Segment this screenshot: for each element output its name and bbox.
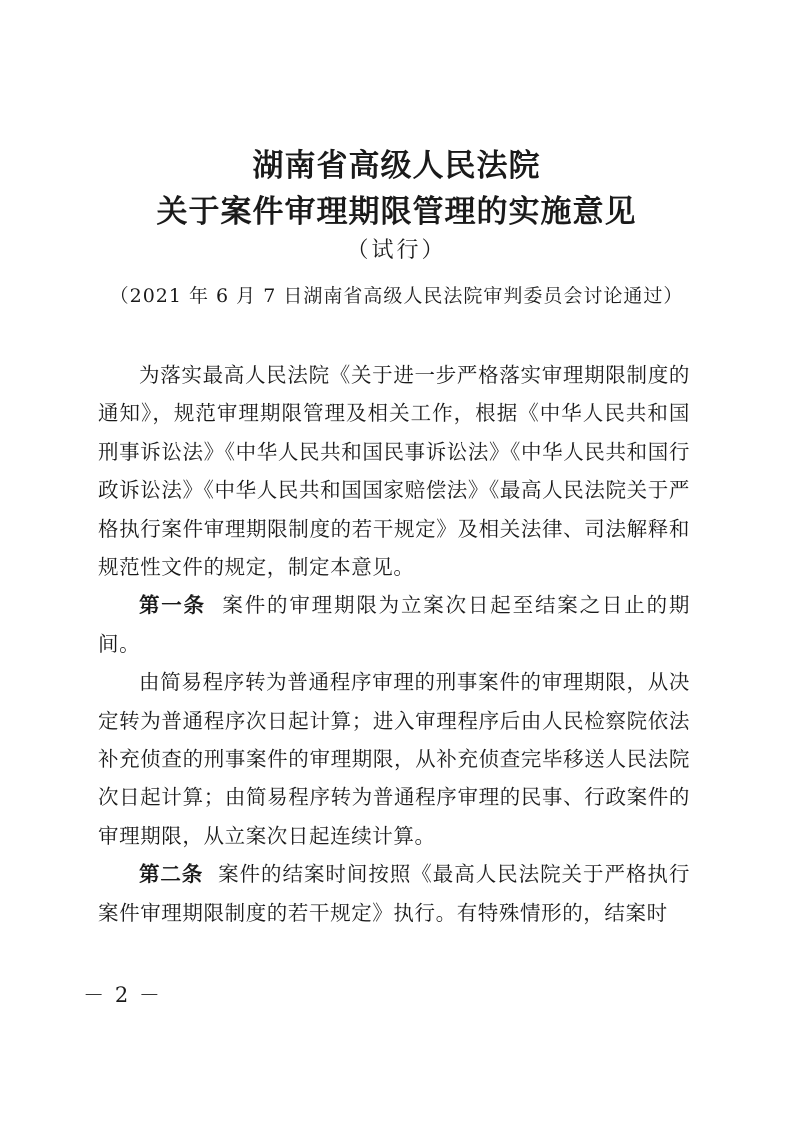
page-number: － 2 － — [83, 983, 162, 1007]
document-title-line1: 湖南省高级人民法院 — [252, 148, 541, 184]
article-1-text: 案件的审理期限为立案次日起至结案之日止的期间。 — [98, 593, 690, 656]
preamble-paragraph: 为落实最高人民法院《关于进一步严格落实审理期限制度的通知》，规范审理期限管理及相关工作，根据《中华人民共和国刑事诉讼法》《中华人民共和国民事诉讼法》《中华人民共和国行政诉讼法》《中华人民共和国国家赔偿法》《最高人民法院关于严格执行案件审理期限制度的若干规定》及相关法律、司法解释和规范性文件的规定，制定本意见。 — [98, 363, 690, 580]
article-2-paragraph — [98, 855, 690, 932]
article-1-spacer — [206, 593, 223, 617]
document-title-line2: 关于案件审理期限管理的实施意见 — [156, 194, 637, 230]
document-subtitle: （试行） — [346, 238, 447, 263]
article-2-text: 案件的结案时间按照《最高人民法院关于严格执行案件审理期限制度的若干规定》执行。有特殊情形的，结案时 — [98, 862, 691, 925]
article-2-spacer — [203, 862, 218, 886]
article-1-second-paragraph: 由简易程序转为普通程序审理的刑事案件的审理期限，从决定转为普通程序次日起计算；进入审理程序后由人民检察院依法补充侦查的刑事案件的审理期限，从补充侦查完毕移送人民法院次日起计算；由简易程序转为普通程序审理的民事、行政案件的审理期限，从立案次日起连续计算。 — [98, 670, 690, 848]
article-2-label: 第二条 — [139, 862, 204, 887]
article-1-label: 第一条 — [139, 593, 206, 618]
adoption-note: （2021 年 6 月 7 日湖南省高级人民法院审判委员会讨论通过） — [109, 285, 684, 307]
document-body — [98, 356, 690, 932]
article-1-paragraph — [98, 586, 690, 663]
